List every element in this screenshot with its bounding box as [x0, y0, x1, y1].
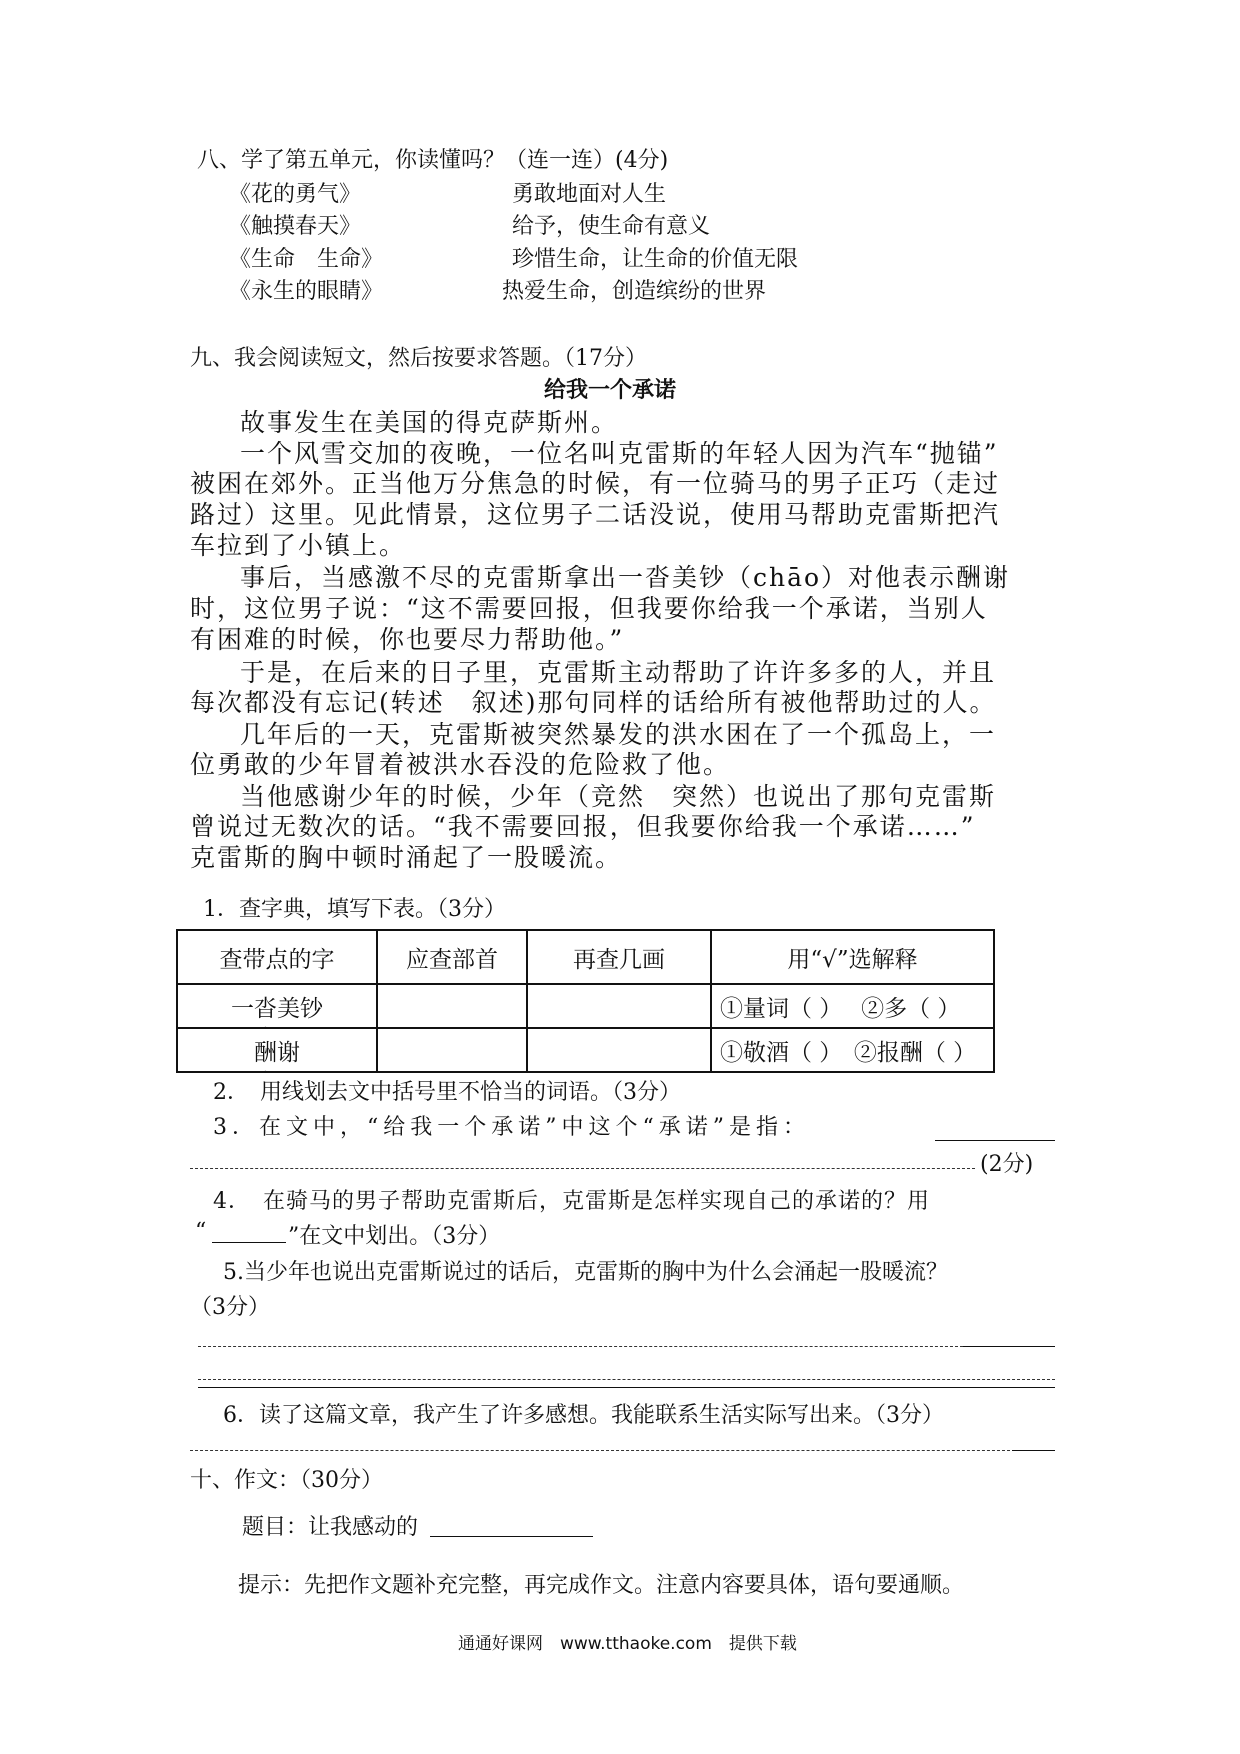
question-3: 3．在文中，“给我一个承诺”中这个“承诺”是指： — [213, 1115, 810, 1140]
question-5: 5.当少年也说出克雷斯说过的话后，克雷斯的胸中为什么会涌起一股暖流？ — [223, 1260, 948, 1285]
score-label: (2分) — [980, 1152, 1034, 1177]
passage-line: 被困在郊外。正当他万分焦急的时候，有一位骑马的男子正巧（走过 — [190, 469, 1001, 498]
section8-heading: 八、学了第五单元，你读懂吗？（连一连）(4分) — [197, 148, 669, 173]
passage-line: 于是，在后来的日子里，克雷斯主动帮助了许许多多的人，并且 — [240, 658, 997, 687]
passage-line: 故事发生在美国的得克萨斯州。 — [240, 408, 619, 437]
word-cell: 一沓美钞 — [177, 984, 377, 1028]
table-header: 查带点的字 — [177, 930, 377, 984]
option-1[interactable]: ①量词（ ） — [720, 995, 831, 1022]
dictionary-table — [176, 929, 995, 1073]
essay-hint: 提示：先把作文题补充完整，再完成作文。注意内容要具体，语句要通顺。 — [238, 1573, 965, 1598]
match-right-item: 给予，使生命有意义 — [512, 214, 711, 239]
question-2: 2． 用线划去文中括号里不恰当的词语。（3分） — [213, 1080, 681, 1105]
passage-line: 有困难的时候，你也要尽力帮助他。” — [190, 625, 625, 654]
strokes-answer-cell[interactable] — [527, 1028, 711, 1072]
answer-line[interactable] — [935, 1140, 1055, 1141]
passage-line: 曾说过无数次的话。“我不需要回报，但我要你给我一个承诺……” — [190, 812, 976, 841]
passage-line: 一个风雪交加的夜晚，一位名叫克雷斯的年轻人因为汽车“抛锚” — [240, 439, 999, 468]
answer-line[interactable] — [198, 1379, 1055, 1380]
match-left-item: 《触摸春天》 — [229, 214, 362, 239]
topic-blank[interactable] — [430, 1536, 593, 1537]
answer-line[interactable] — [198, 1387, 1055, 1388]
table-header: 应查部首 — [377, 930, 527, 984]
question-6: 6．读了这篇文章，我产生了许多感想。我能联系生活实际写出来。（3分） — [223, 1403, 944, 1428]
table-row — [177, 984, 994, 1028]
section10-heading: 十、作文：（30分） — [190, 1468, 383, 1493]
story-title: 给我一个承诺 — [544, 377, 677, 403]
essay-topic: 题目：让我感动的 — [242, 1515, 419, 1540]
dotted-char: 沓 — [254, 995, 277, 1022]
table-header: 再查几画 — [527, 930, 711, 984]
dotted-char: 酬 — [254, 1039, 277, 1066]
word-cell: 酬谢 — [177, 1028, 377, 1072]
match-left-item: 《花的勇气》 — [229, 182, 362, 207]
question-1: 1．查字典，填写下表。（3分） — [203, 897, 506, 922]
passage-line: 时，这位男子说：“这不需要回报，但我要你给我一个承诺，当别人 — [190, 594, 988, 623]
match-left-item: 《生命 生命》 — [229, 247, 384, 272]
answer-line[interactable] — [190, 1168, 975, 1169]
passage-line: 路过）这里。见此情景，这位男子二话没说，使用马帮助克雷斯把汽 — [190, 500, 1001, 529]
passage-line: 几年后的一天，克雷斯被突然暴发的洪水困在了一个孤岛上，一 — [240, 720, 997, 749]
radical-answer-cell[interactable] — [377, 1028, 527, 1072]
section9-heading: 九、我会阅读短文，然后按要求答题。（17分） — [190, 346, 647, 371]
score-label: （3分） — [190, 1295, 270, 1320]
answer-line[interactable] — [963, 1346, 1055, 1347]
option-2[interactable]: ②多（ ） — [861, 995, 961, 1022]
radical-answer-cell[interactable] — [377, 984, 527, 1028]
passage-line: 事后，当感激不尽的克雷斯拿出一沓美钞（chāo）对他表示酬谢 — [240, 563, 1011, 592]
option-2[interactable]: ②报酬（ ） — [853, 1039, 977, 1066]
passage-line: 每次都没有忘记(转述 叙述)那句同样的话给所有被他帮助过的人。 — [190, 688, 997, 717]
answer-line[interactable] — [190, 1450, 1010, 1451]
table-header-row — [177, 930, 994, 984]
quote-open: “ — [195, 1219, 207, 1244]
passage-line: 车拉到了小镇上。 — [190, 531, 407, 560]
underline-mark — [212, 1242, 286, 1243]
match-left-item: 《永生的眼睛》 — [229, 279, 384, 304]
question-4-tail: ”在文中划出。（3分） — [288, 1224, 501, 1249]
meaning-options-cell — [711, 1028, 994, 1072]
match-right-item: 热爱生命，创造缤纷的世界 — [502, 279, 767, 304]
match-right-item: 珍惜生命，让生命的价值无限 — [512, 247, 799, 272]
answer-line[interactable] — [198, 1346, 963, 1347]
passage-line: 当他感谢少年的时候，少年（竞然 突然）也说出了那句克雷斯 — [240, 782, 997, 811]
strokes-answer-cell[interactable] — [527, 984, 711, 1028]
passage-line: 克雷斯的胸中顿时涌起了一股暖流。 — [190, 843, 623, 872]
question-4: 4． 在骑马的男子帮助克雷斯后，克雷斯是怎样实现自己的承诺的？用 — [213, 1189, 930, 1214]
footer-credit: 通通好课网 www.tthaoke.com 提供下载 — [458, 1634, 797, 1654]
answer-line[interactable] — [1012, 1450, 1055, 1451]
table-header: 用“√”选解释 — [711, 930, 994, 984]
table-row — [177, 1028, 994, 1072]
match-right-item: 勇敢地面对人生 — [512, 182, 667, 207]
option-1[interactable]: ①敬酒（ ） — [720, 1039, 831, 1066]
meaning-options-cell — [711, 984, 994, 1028]
passage-line: 位勇敢的少年冒着被洪水吞没的危险救了他。 — [190, 750, 731, 779]
